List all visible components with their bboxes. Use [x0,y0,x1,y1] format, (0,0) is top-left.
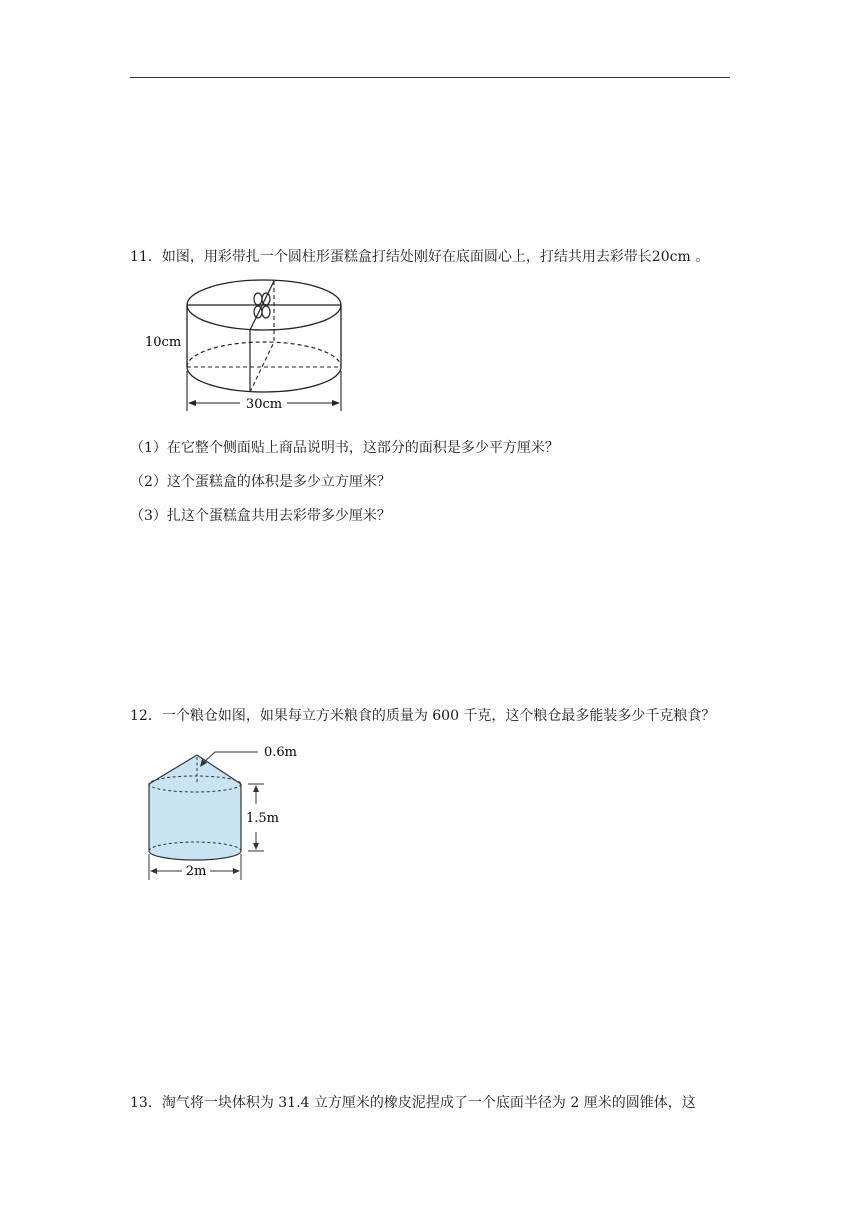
granary-diameter-label: 2m [185,864,207,879]
granary-body-fill [149,784,241,860]
granary-cone-fill [149,755,241,793]
question-13-text: 13．淘气将一块体积为 31.4 立方厘米的橡皮泥捏成了一个底面半径为 2 厘米的圆锥体，这 [130,1095,696,1111]
question-11-part-2: （2）这个蛋糕盒的体积是多少立方厘米？ [130,474,391,490]
granary-figure [140,740,320,890]
cylinder-bottom-front [187,367,341,392]
question-12-text: 12．一个粮仓如图，如果每立方米粮食的质量为 600 千克，这个粮仓最多能装多少千克粮食？ [130,708,716,724]
header-rule [130,77,730,78]
question-11-part-1: （1）在它整个侧面贴上商品说明书，这部分的面积是多少平方厘米？ [130,440,559,456]
cake-box-figure [140,275,360,420]
cone-height-label: 0.6m [264,745,298,760]
height-label: 10cm [145,335,182,350]
question-11-part-3: （3）扎这个蛋糕盒共用去彩带多少厘米？ [130,508,391,524]
question-11-text: 11．如图，用彩带扎一个圆柱形蛋糕盒打结处刚好在底面圆心上，打结共用去彩带长20cm 。 [130,249,710,265]
diameter-label: 30cm [245,397,283,412]
cylinder-height-label: 1.5m [246,811,280,826]
